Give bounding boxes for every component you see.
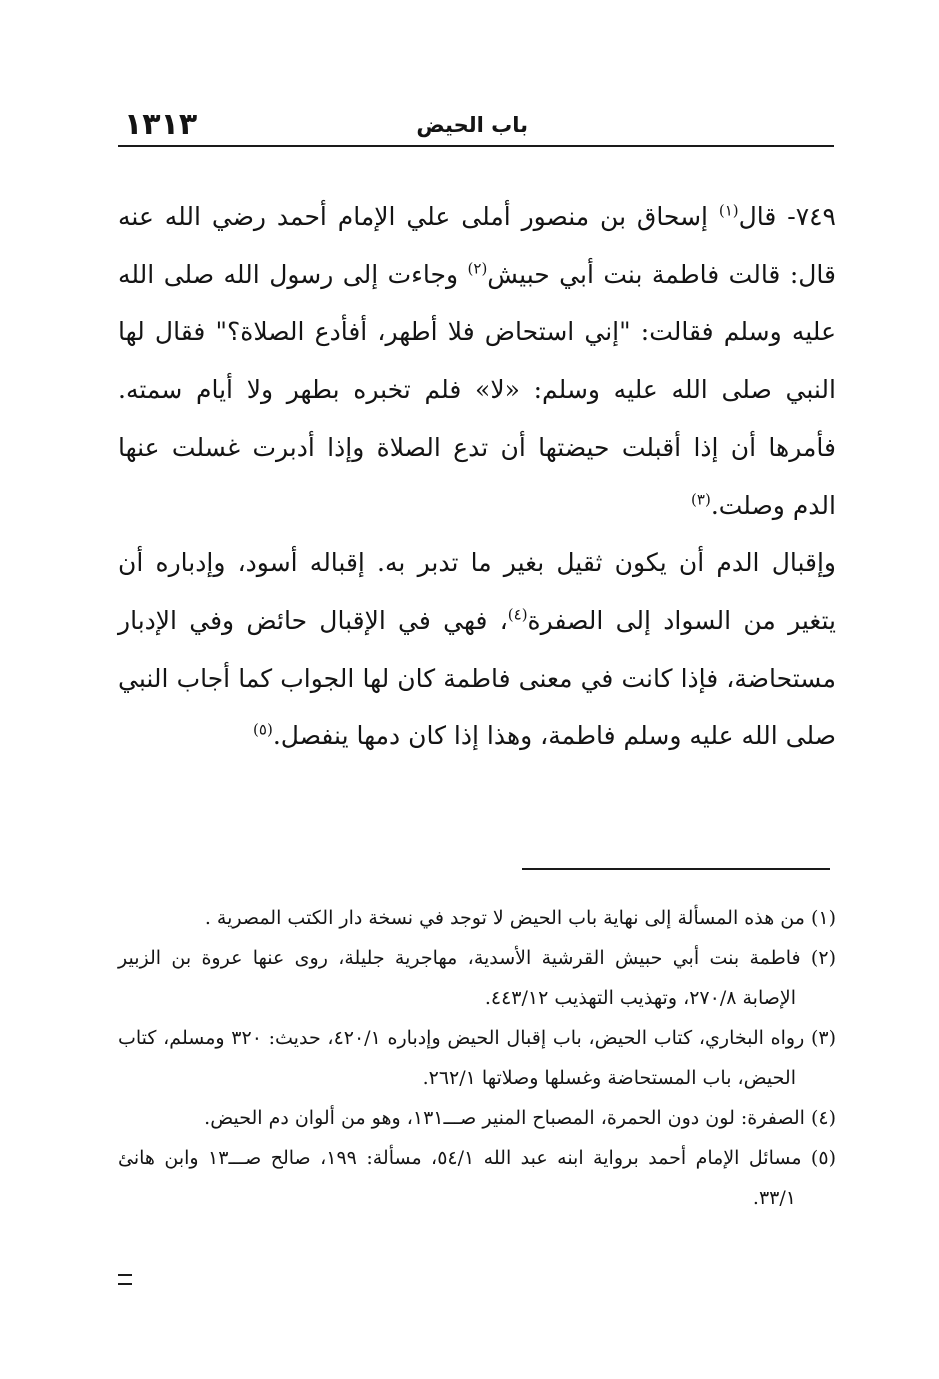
main-text bbox=[118, 188, 836, 765]
explanation-paragraph bbox=[118, 534, 836, 765]
footnote-ref-2: (٢) bbox=[467, 259, 488, 278]
footnote-ref-4: (٤) bbox=[507, 605, 528, 624]
page-end-mark bbox=[118, 1274, 132, 1285]
footnote-3: (٣) رواه البخاري، كتاب الحيض، باب إقبال الحيض وإدباره ٤٢٠/١، حديث: ٣٢٠ ومسلم، كتاب الحيض، باب المستحاضة وغسلها وصلاتها ٢٦٢/١. bbox=[118, 1027, 837, 1089]
hadith-749 bbox=[118, 188, 836, 534]
footnotes bbox=[118, 898, 836, 1218]
footnote-4: (٤) الصفرة: لون دون الحمرة، المصباح المنير صـــ١٣١، وهو من ألوان دم الحيض. bbox=[204, 1107, 836, 1129]
footnote-separator bbox=[522, 868, 830, 870]
hadith-text-a: إسحاق بن منصور أملى علي الإمام أحمد رضي الله عنه قال: قالت فاطمة بنت أبي حبيش bbox=[118, 202, 836, 289]
hadith-number: ٧٤٩- bbox=[787, 202, 836, 231]
running-title: باب الحيض bbox=[416, 113, 528, 137]
footnote-5: (٥) مسائل الإمام أحمد برواية ابنه عبد الله ٥٤/١، مسألة: ١٩٩، صالح صـــ١٣ وابن هانئ ٣٣/١. bbox=[118, 1147, 836, 1209]
page-header bbox=[118, 104, 834, 148]
footnote-ref-1: (١) bbox=[718, 201, 739, 220]
footnote-2: (٢) فاطمة بنت أبي حبيش القرشية الأسدية، مهاجرية جليلة، روى عنها عروة بن الزبير الإصابة ٢٧٠/٨، وتهذيب التهذيب ٤٤٣/١٢. bbox=[118, 947, 836, 1009]
footnote-1: (١) من هذه المسألة إلى نهاية باب الحيض لا توجد في نسخة دار الكتب المصرية . bbox=[204, 907, 836, 929]
header-rule bbox=[118, 145, 834, 147]
hadith-text-b: وجاءت إلى رسول الله صلى الله عليه وسلم فقالت: "إني استحاض فلا أطهر، أفأدع الصلاة؟" فقال لها النبي صلى الله عليه وسلم: «لا» فلم تخبره بطهر ولا أيام سمته. فأمرها أن إذا أقبلت حيضتها أن تدع الصلاة وإذا أدبرت غسلت عنها الدم وصلت. bbox=[118, 259, 836, 520]
explanation-text-a: وإقبال الدم أن يكون ثقيل بغير ما تدبر به. إقباله أسود، وإدباره أن يتغير من السواد إلى الصفرة bbox=[118, 548, 836, 635]
explanation-text-b: ، فهي في الإقبال حائض وفي الإدبار مستحاضة، فإذا كانت في معنى فاطمة كان لها الجواب كما أجاب النبي صلى الله عليه وسلم فاطمة، وهذا إذا كان دمها ينفصل. bbox=[118, 605, 836, 751]
footnote-ref-5: (٥) bbox=[253, 721, 273, 739]
footnote-ref-3: (٣) bbox=[691, 490, 711, 509]
hadith-lead: قال bbox=[738, 202, 777, 231]
page-number: ١٣١٣ bbox=[124, 107, 198, 142]
